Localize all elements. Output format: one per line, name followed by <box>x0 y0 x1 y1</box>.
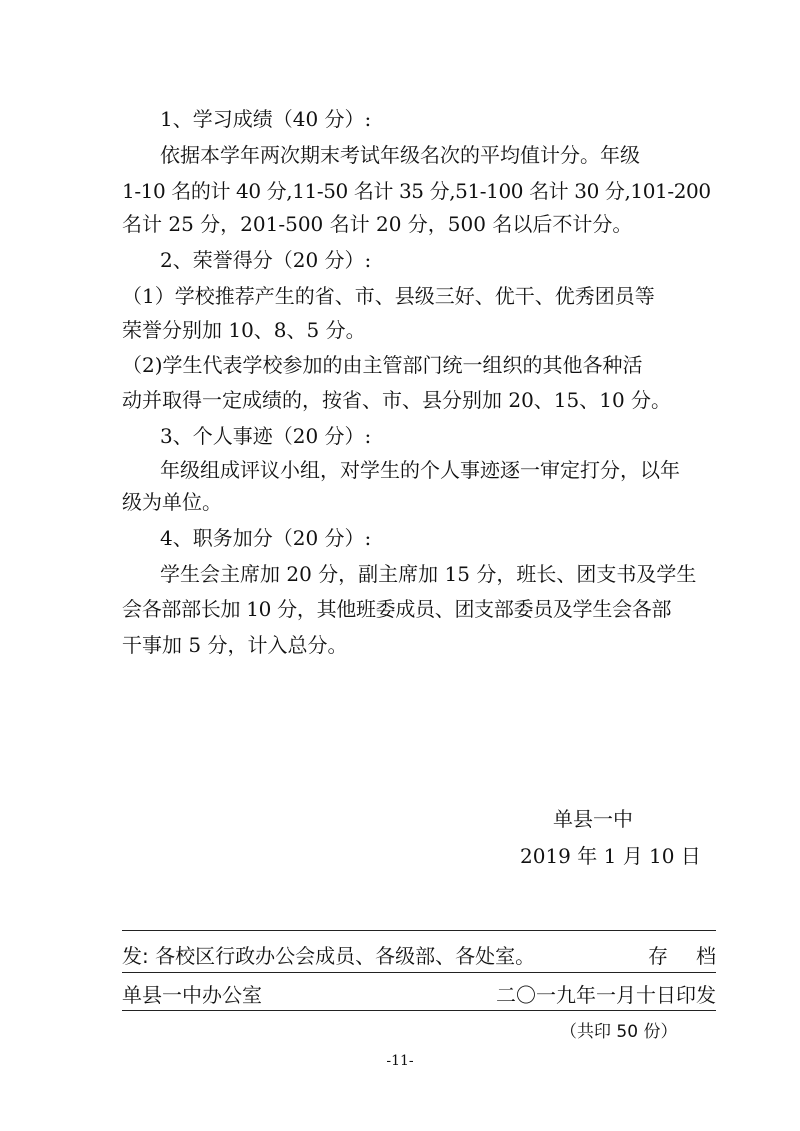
distribution-row <box>122 944 744 968</box>
divider-top <box>122 930 716 931</box>
archive-label: 存档 <box>648 944 744 968</box>
issuing-office: 单县一中办公室 <box>122 983 262 1007</box>
paragraph-line: 年级组成评议小组，对学生的个人事迹逐一审定打分，以年 <box>160 458 680 482</box>
page-number: -11- <box>386 1053 414 1069</box>
paragraph-line: 干事加 5 分，计入总分。 <box>122 633 348 657</box>
paragraph-line: 依据本学年两次期末考试年级名次的平均值计分。年级 <box>160 143 640 167</box>
divider-middle <box>122 972 716 973</box>
paragraph-line: （1）学校推荐产生的省、市、县级三好、优干、优秀团员等 <box>122 284 655 308</box>
signature-date: 2019 年 1 月 10 日 <box>520 844 701 868</box>
paragraph-line: 会各部部长加 10 分，其他班委成员、团支部委员及学生会各部 <box>122 597 672 621</box>
paragraph-line: 动并取得一定成绩的，按省、市、县分别加 20、15、10 分。 <box>122 388 672 412</box>
section-heading-3: 3、个人事迹（20 分）: <box>160 424 372 448</box>
paragraph-line: 1-10 名的计 40 分,11-50 名计 35 分,51-100 名计 30 分,101-200 <box>122 179 711 203</box>
paragraph-line: 级为单位。 <box>122 490 222 514</box>
section-heading-1: 1、学习成绩（40 分）: <box>160 107 372 131</box>
signature-org: 单县一中 <box>553 807 633 831</box>
paragraph-line: 名计 25 分，201-500 名计 20 分，500 名以后不计分。 <box>122 212 633 236</box>
issuer-row <box>122 983 716 1007</box>
paragraph-line: （2)学生代表学校参加的由主管部门统一组织的其他各种活 <box>122 353 643 377</box>
distribution-recipients: 发: 各校区行政办公会成员、各级部、各处室。 <box>122 944 536 968</box>
paragraph-line: 荣誉分别加 10、8、5 分。 <box>122 318 366 342</box>
section-heading-2: 2、荣誉得分（20 分）: <box>160 248 372 272</box>
print-date: 二〇一九年一月十日印发 <box>496 983 716 1007</box>
print-copies: （共印 50 份） <box>560 1022 678 1042</box>
paragraph-line: 学生会主席加 20 分，副主席加 15 分，班长、团支书及学生 <box>160 562 697 586</box>
section-heading-4: 4、职务加分（20 分）: <box>160 526 372 550</box>
divider-bottom <box>122 1010 716 1011</box>
